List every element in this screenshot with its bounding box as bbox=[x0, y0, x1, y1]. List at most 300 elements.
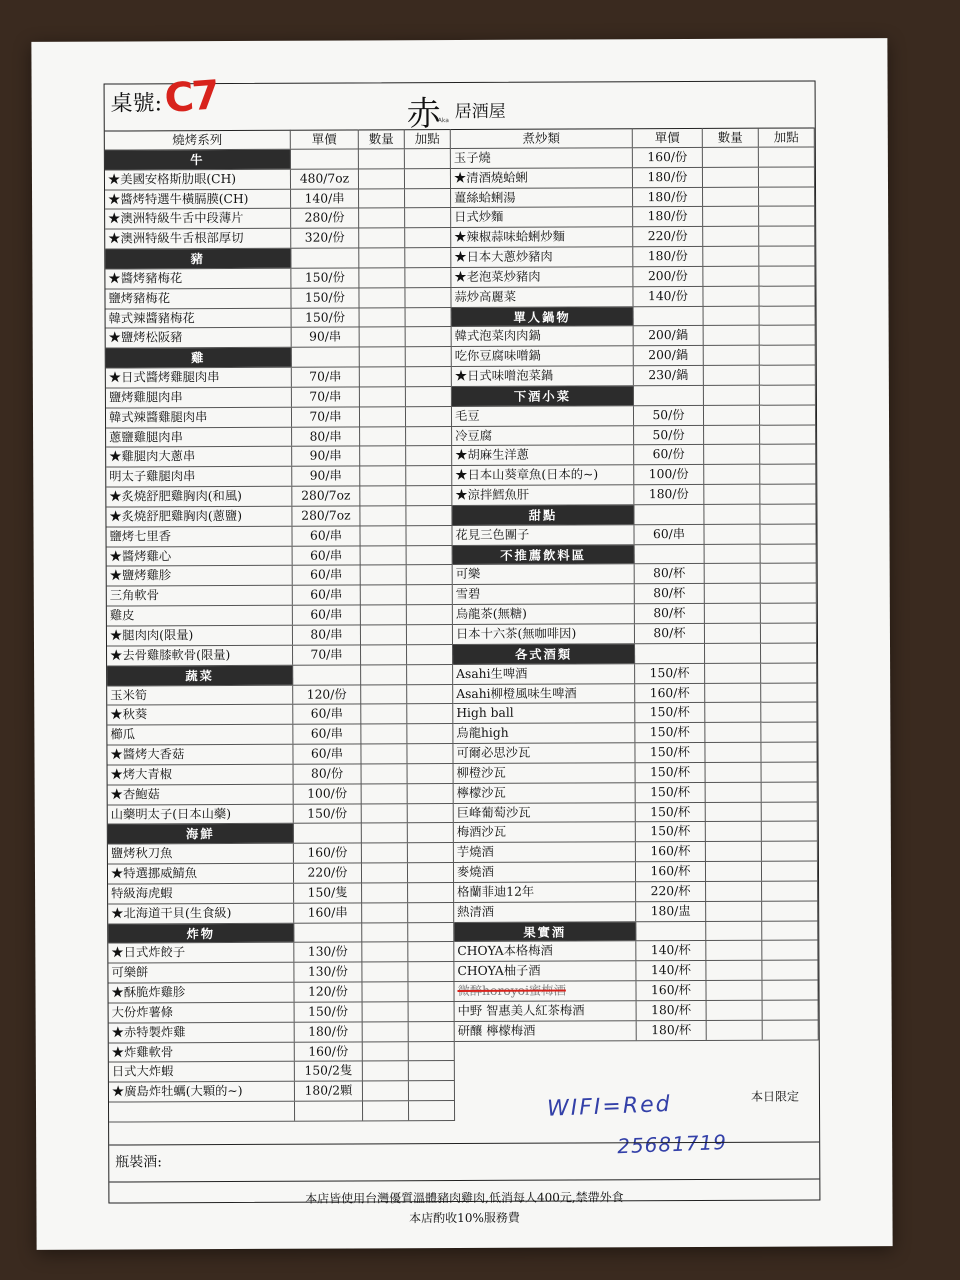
empty-cell bbox=[706, 921, 762, 940]
menu-item-row bbox=[453, 604, 817, 625]
item-price: 100/份 bbox=[294, 784, 362, 803]
menu-item-row bbox=[451, 227, 815, 248]
menu-paper bbox=[31, 38, 892, 1250]
qty-cell bbox=[362, 943, 408, 962]
empty-cell bbox=[760, 306, 816, 325]
item-price: 130/份 bbox=[294, 963, 362, 982]
category-row bbox=[453, 643, 817, 664]
qty-cell bbox=[361, 724, 407, 743]
item-name: 鹽烤秋刀魚 bbox=[108, 844, 294, 864]
category-label: 下酒小菜 bbox=[452, 386, 634, 406]
empty-cell bbox=[635, 644, 705, 663]
menu-item-row bbox=[452, 425, 816, 446]
menu-item-row bbox=[106, 387, 452, 408]
menu-item-row bbox=[105, 228, 451, 249]
add-cell bbox=[761, 604, 817, 623]
qty-cell bbox=[363, 1042, 409, 1061]
wifi-password-handwritten: 25681719 bbox=[616, 1129, 728, 1159]
item-price: 160/杯 bbox=[635, 683, 705, 702]
menu-item-row bbox=[107, 685, 453, 706]
menu-item-row bbox=[108, 804, 454, 825]
add-cell bbox=[761, 703, 817, 722]
item-name: ★辣椒蒜味蛤蜊炒麵 bbox=[451, 227, 633, 247]
item-name: ★秋葵 bbox=[107, 705, 293, 725]
menu-item-row bbox=[454, 981, 818, 1002]
item-price: 150/份 bbox=[292, 308, 360, 327]
item-name: 韓式辣醬豬梅花 bbox=[106, 308, 292, 328]
add-cell bbox=[760, 366, 816, 385]
add-cell bbox=[408, 764, 454, 783]
qty-cell bbox=[705, 683, 761, 702]
qty-cell bbox=[360, 506, 406, 525]
add-cell bbox=[408, 863, 454, 882]
category-label: 海鮮 bbox=[108, 824, 294, 844]
empty-cell bbox=[294, 824, 362, 843]
menu-item-row bbox=[451, 207, 815, 228]
menu-item-row bbox=[106, 367, 452, 388]
menu-item-row bbox=[452, 405, 816, 426]
category-label: 豬 bbox=[105, 249, 291, 269]
empty-cell bbox=[405, 149, 451, 168]
menu-item-row bbox=[106, 427, 452, 448]
add-cell bbox=[760, 445, 816, 464]
qty-cell bbox=[362, 963, 408, 982]
qty-cell bbox=[362, 863, 408, 882]
add-cell bbox=[762, 862, 818, 881]
add-cell bbox=[406, 506, 452, 525]
item-name: Asahi生啤酒 bbox=[453, 664, 635, 684]
qty-cell bbox=[703, 187, 759, 206]
item-name: 鹽烤豬梅花 bbox=[105, 288, 291, 308]
add-cell bbox=[759, 246, 815, 265]
item-price: 180/盅 bbox=[636, 902, 706, 921]
qty-cell bbox=[706, 941, 762, 960]
add-cell bbox=[406, 407, 452, 426]
add-cell bbox=[407, 685, 453, 704]
item-name: ★特選挪威鯖魚 bbox=[108, 864, 294, 884]
qty-cell bbox=[706, 862, 762, 881]
add-cell bbox=[762, 802, 818, 821]
qty-cell bbox=[361, 566, 407, 585]
qty-cell bbox=[363, 1101, 409, 1120]
category-row bbox=[108, 823, 454, 844]
item-price: 160/份 bbox=[294, 844, 362, 863]
qty-cell bbox=[362, 883, 408, 902]
add-cell bbox=[760, 485, 816, 504]
item-name: ★廣島炸牡蠣(大顆的~) bbox=[109, 1082, 295, 1102]
qty-cell bbox=[359, 288, 405, 307]
item-name: 巨峰葡萄沙瓦 bbox=[454, 803, 636, 823]
empty-cell bbox=[761, 544, 817, 563]
add-cell bbox=[406, 387, 452, 406]
add-cell bbox=[762, 822, 818, 841]
item-price: 220/份 bbox=[294, 864, 362, 883]
menu-item-row bbox=[454, 822, 818, 843]
qty-cell bbox=[363, 1002, 409, 1021]
menu-item-row bbox=[454, 901, 818, 922]
add-cell bbox=[761, 663, 817, 682]
item-name: 可樂餅 bbox=[108, 963, 294, 983]
item-price: 60/串 bbox=[293, 606, 361, 625]
qty-cell bbox=[360, 427, 406, 446]
category-row bbox=[105, 149, 451, 170]
item-price: 140/杯 bbox=[636, 961, 706, 980]
qty-cell bbox=[703, 286, 759, 305]
qty-cell bbox=[707, 1001, 763, 1020]
menu-item-row bbox=[107, 585, 453, 606]
add-cell bbox=[763, 1020, 819, 1039]
item-price: 180/份 bbox=[633, 168, 703, 187]
menu-item-row bbox=[108, 843, 454, 864]
menu-item-row bbox=[454, 941, 818, 962]
add-cell bbox=[408, 903, 454, 922]
item-price: 160/串 bbox=[294, 903, 362, 922]
item-price: 180/份 bbox=[295, 1022, 363, 1041]
add-cell bbox=[407, 546, 453, 565]
add-cell bbox=[406, 327, 452, 346]
qty-cell bbox=[362, 843, 408, 862]
menu-item-row bbox=[455, 1000, 819, 1021]
empty-cell bbox=[704, 386, 760, 405]
item-price: 60/串 bbox=[292, 526, 360, 545]
menu-item-row bbox=[109, 1042, 455, 1063]
qty-cell bbox=[703, 148, 759, 167]
item-price: 150/份 bbox=[291, 268, 359, 287]
menu-item-row bbox=[108, 784, 454, 805]
item-name: 芋燒酒 bbox=[454, 842, 636, 862]
menu-item-row bbox=[109, 1002, 455, 1023]
menu-item-row bbox=[451, 167, 815, 188]
item-price: 320/份 bbox=[291, 229, 359, 248]
empty-cell bbox=[704, 306, 760, 325]
qty-cell bbox=[705, 604, 761, 623]
item-name: 雪碧 bbox=[453, 585, 635, 605]
item-name: Asahi柳橙風味生啤酒 bbox=[453, 684, 635, 704]
qty-cell bbox=[706, 782, 762, 801]
item-name: 日式大炸蝦 bbox=[109, 1062, 295, 1082]
qty-cell bbox=[704, 465, 760, 484]
item-price: 220/杯 bbox=[636, 882, 706, 901]
item-name: ★涼拌鱈魚肝 bbox=[452, 485, 634, 505]
empty-cell bbox=[294, 923, 362, 942]
item-name: ★鹽烤雞胗 bbox=[107, 566, 293, 586]
menu-item-row bbox=[107, 724, 453, 745]
menu-item-row bbox=[451, 246, 815, 267]
item-price: 180/2顆 bbox=[295, 1082, 363, 1101]
add-cell bbox=[409, 1022, 455, 1041]
qty-cell bbox=[704, 366, 760, 385]
add-cell bbox=[762, 961, 818, 980]
item-price: 200/鍋 bbox=[634, 326, 704, 345]
menu-item-row bbox=[108, 863, 454, 884]
limited-note: 本日限定 bbox=[750, 1089, 800, 1104]
menu-item-row bbox=[453, 564, 817, 585]
qty-cell bbox=[707, 1020, 763, 1039]
item-name: 山藥明太子(日本山藥) bbox=[108, 804, 294, 824]
qty-cell bbox=[359, 189, 405, 208]
table-label: 桌號: bbox=[110, 91, 163, 117]
category-row bbox=[108, 923, 454, 944]
item-price: 280/7oz bbox=[292, 506, 360, 525]
qty-cell bbox=[705, 743, 761, 762]
add-cell bbox=[406, 367, 452, 386]
menu-item-row bbox=[107, 625, 453, 646]
qty-cell bbox=[706, 763, 762, 782]
category-label: 蔬菜 bbox=[107, 665, 293, 685]
menu-item-row bbox=[106, 486, 452, 507]
category-label: 雞 bbox=[106, 348, 292, 368]
category-label: 炸物 bbox=[108, 923, 294, 943]
item-name: ★赤特製炸雞 bbox=[109, 1023, 295, 1043]
item-name: ★日本山葵章魚(日本的~) bbox=[452, 466, 634, 486]
add-cell bbox=[759, 167, 815, 186]
qty-cell bbox=[706, 961, 762, 980]
item-name: ★澳洲特級牛舌根部厚切 bbox=[105, 229, 291, 249]
item-name: 日式炒麵 bbox=[451, 208, 633, 228]
item-price: 200/鍋 bbox=[634, 346, 704, 365]
menu-item-row bbox=[455, 1020, 819, 1041]
menu-item-row bbox=[451, 147, 815, 168]
qty-cell bbox=[706, 882, 762, 901]
menu-sheet bbox=[104, 72, 821, 1226]
menu-item-row bbox=[452, 326, 816, 347]
qty-cell bbox=[363, 1022, 409, 1041]
menu-item-row bbox=[453, 703, 817, 724]
category-row bbox=[106, 347, 452, 368]
add-cell bbox=[406, 446, 452, 465]
menu-item-row bbox=[454, 842, 818, 863]
add-cell bbox=[763, 1000, 819, 1019]
qty-header: 數量 bbox=[359, 129, 405, 148]
item-name: 韓式辣醬雞腿肉串 bbox=[106, 407, 292, 427]
qty-cell bbox=[361, 625, 407, 644]
item-price: 80/杯 bbox=[635, 564, 705, 583]
menu-item-row bbox=[107, 566, 453, 587]
item-price: 60/份 bbox=[634, 445, 704, 464]
item-name: ★日式炸餃子 bbox=[108, 943, 294, 963]
item-price: 120/份 bbox=[294, 983, 362, 1002]
add-cell bbox=[762, 941, 818, 960]
add-cell bbox=[408, 982, 454, 1001]
category-row bbox=[105, 248, 451, 269]
add-cell bbox=[759, 207, 815, 226]
item-price: 60/串 bbox=[634, 525, 704, 544]
brand-name: 居酒屋 bbox=[454, 101, 506, 123]
item-name: 雞皮 bbox=[107, 606, 293, 626]
menu-item-row bbox=[106, 407, 452, 428]
qty-cell bbox=[359, 209, 405, 228]
menu-item-row bbox=[451, 266, 815, 287]
add-cell bbox=[406, 526, 452, 545]
item-price: 80/杯 bbox=[635, 584, 705, 603]
menu-item-row bbox=[109, 1022, 455, 1043]
item-name: ★炙燒舒肥雞胸肉(蔥鹽) bbox=[106, 507, 292, 527]
item-price: 80/串 bbox=[292, 427, 360, 446]
empty-cell bbox=[635, 545, 705, 564]
add-cell bbox=[409, 1081, 455, 1100]
add-cell bbox=[405, 189, 451, 208]
qty-cell bbox=[360, 467, 406, 486]
category-label: 不推薦飲料區 bbox=[453, 545, 635, 565]
item-name: 冷豆腐 bbox=[452, 426, 634, 446]
menu-item-row bbox=[105, 169, 451, 190]
empty-cell bbox=[760, 504, 816, 523]
item-name: 日本十六茶(無咖啡因) bbox=[453, 624, 635, 644]
empty-cell bbox=[761, 643, 817, 662]
item-price: 150/杯 bbox=[635, 743, 705, 762]
menu-item-row bbox=[108, 982, 454, 1003]
item-name: ★醬烤豬梅花 bbox=[105, 269, 291, 289]
item-price: 160/杯 bbox=[636, 842, 706, 861]
add-cell bbox=[407, 744, 453, 763]
category-row bbox=[107, 665, 453, 686]
add-cell bbox=[761, 584, 817, 603]
empty-cell bbox=[292, 348, 360, 367]
qty-cell bbox=[359, 169, 405, 188]
add-cell bbox=[762, 842, 818, 861]
qty-cell bbox=[706, 842, 762, 861]
item-price: 280/份 bbox=[291, 209, 359, 228]
menu-item-row bbox=[453, 742, 817, 763]
add-cell bbox=[406, 308, 452, 327]
menu-item-row bbox=[452, 445, 816, 466]
qty-cell bbox=[362, 804, 408, 823]
qty-cell bbox=[703, 227, 759, 246]
menu-item-row bbox=[452, 366, 816, 387]
add-cell bbox=[759, 286, 815, 305]
menu-item-row bbox=[105, 208, 451, 229]
item-name: ★杏鮑菇 bbox=[108, 784, 294, 804]
empty-cell bbox=[705, 544, 761, 563]
menu-header bbox=[105, 72, 815, 135]
footer-line-1: 本店皆使用台灣優質溫體豬肉雞肉,低消每人400元,禁帶外食 bbox=[305, 1190, 624, 1206]
item-name: 麥燒酒 bbox=[454, 862, 636, 882]
qty-cell bbox=[706, 901, 762, 920]
logo-char: 赤 bbox=[406, 94, 441, 135]
menu-item-row bbox=[107, 744, 453, 765]
empty-cell bbox=[634, 505, 704, 524]
add-cell bbox=[759, 187, 815, 206]
item-price: 80/份 bbox=[294, 764, 362, 783]
item-name: 大份炸薯條 bbox=[109, 1003, 295, 1023]
item-price: 160/份 bbox=[633, 148, 703, 167]
qty-cell bbox=[705, 584, 761, 603]
item-price: 90/串 bbox=[292, 467, 360, 486]
qty-header: 數量 bbox=[703, 128, 759, 147]
add-cell bbox=[408, 843, 454, 862]
menu-item-row bbox=[107, 645, 453, 666]
add-cell bbox=[407, 625, 453, 644]
qty-cell bbox=[703, 167, 759, 186]
item-price: 150/2隻 bbox=[295, 1062, 363, 1081]
item-price: 80/串 bbox=[293, 625, 361, 644]
category-label: 果實酒 bbox=[454, 922, 636, 942]
menu-item-row bbox=[454, 782, 818, 803]
add-cell bbox=[761, 623, 817, 642]
item-price: 150/份 bbox=[295, 1002, 363, 1021]
menu-item-row bbox=[454, 961, 818, 982]
qty-cell bbox=[360, 526, 406, 545]
menu-item-row bbox=[108, 764, 454, 785]
item-price: 80/杯 bbox=[635, 624, 705, 643]
section-title: 燒烤系列 bbox=[105, 130, 291, 150]
qty-cell bbox=[706, 822, 762, 841]
menu-item-row bbox=[454, 881, 818, 902]
item-price: 70/串 bbox=[293, 645, 361, 664]
item-name: 中野 智惠美人紅茶梅酒 bbox=[455, 1001, 637, 1021]
add-cell bbox=[405, 169, 451, 188]
qty-cell bbox=[361, 744, 407, 763]
menu-item-row bbox=[453, 584, 817, 605]
add-cell bbox=[408, 804, 454, 823]
section-title: 煮炒類 bbox=[451, 128, 633, 148]
table-number-handwritten: C7 bbox=[162, 72, 220, 123]
menu-item-row bbox=[109, 1062, 455, 1083]
empty-cell bbox=[760, 385, 816, 404]
qty-cell bbox=[362, 982, 408, 1001]
qty-cell bbox=[361, 645, 407, 664]
empty-cell bbox=[362, 824, 408, 843]
item-price: 150/杯 bbox=[635, 723, 705, 742]
item-name: ★鹽烤松阪豬 bbox=[106, 328, 292, 348]
qty-cell bbox=[704, 346, 760, 365]
item-price: 90/串 bbox=[292, 328, 360, 347]
item-price: 80/杯 bbox=[635, 604, 705, 623]
item-price: 60/串 bbox=[293, 744, 361, 763]
qty-cell bbox=[704, 425, 760, 444]
item-price: 180/杯 bbox=[637, 1001, 707, 1020]
qty-cell bbox=[359, 268, 405, 287]
add-cell bbox=[409, 1062, 455, 1081]
item-name: 鹽烤七里香 bbox=[106, 527, 292, 547]
empty-cell bbox=[361, 665, 407, 684]
empty-cell bbox=[705, 644, 761, 663]
item-name: 蒜炒高麗菜 bbox=[451, 287, 633, 307]
empty-cell bbox=[360, 347, 406, 366]
item-name: ★酥脆炸雞胗 bbox=[108, 983, 294, 1003]
add-cell bbox=[409, 1042, 455, 1061]
item-price: 140/串 bbox=[291, 189, 359, 208]
item-name: 研釀 檸檬梅酒 bbox=[455, 1021, 637, 1041]
price-header: 單價 bbox=[633, 128, 703, 147]
menu-item-row bbox=[107, 546, 453, 567]
item-name: ★日式醬烤雞腿肉串 bbox=[106, 368, 292, 388]
item-name: 吃你豆腐味噌鍋 bbox=[452, 346, 634, 366]
qty-cell bbox=[705, 663, 761, 682]
qty-cell bbox=[703, 207, 759, 226]
item-name: 三角軟骨 bbox=[107, 586, 293, 606]
add-cell bbox=[407, 605, 453, 624]
item-name: ★北海道干貝(生食級) bbox=[108, 903, 294, 923]
item-price: 140/份 bbox=[633, 287, 703, 306]
menu-item-row bbox=[107, 605, 453, 626]
empty-cell bbox=[362, 923, 408, 942]
item-name: ★醬烤大香菇 bbox=[107, 745, 293, 765]
category-label: 單人鍋物 bbox=[452, 307, 634, 327]
qty-cell bbox=[705, 564, 761, 583]
item-price: 50/份 bbox=[634, 406, 704, 425]
item-name: ★炸雞軟骨 bbox=[109, 1042, 295, 1062]
qty-cell bbox=[360, 486, 406, 505]
item-price: 150/份 bbox=[294, 804, 362, 823]
item-name: ★清酒燒蛤蜊 bbox=[451, 168, 633, 188]
item-price: 180/份 bbox=[633, 247, 703, 266]
qty-cell bbox=[705, 723, 761, 742]
item-name: 特級海虎蝦 bbox=[108, 884, 294, 904]
item-price: 160/杯 bbox=[636, 862, 706, 881]
menu-item-row bbox=[452, 346, 816, 367]
add-cell bbox=[760, 524, 816, 543]
